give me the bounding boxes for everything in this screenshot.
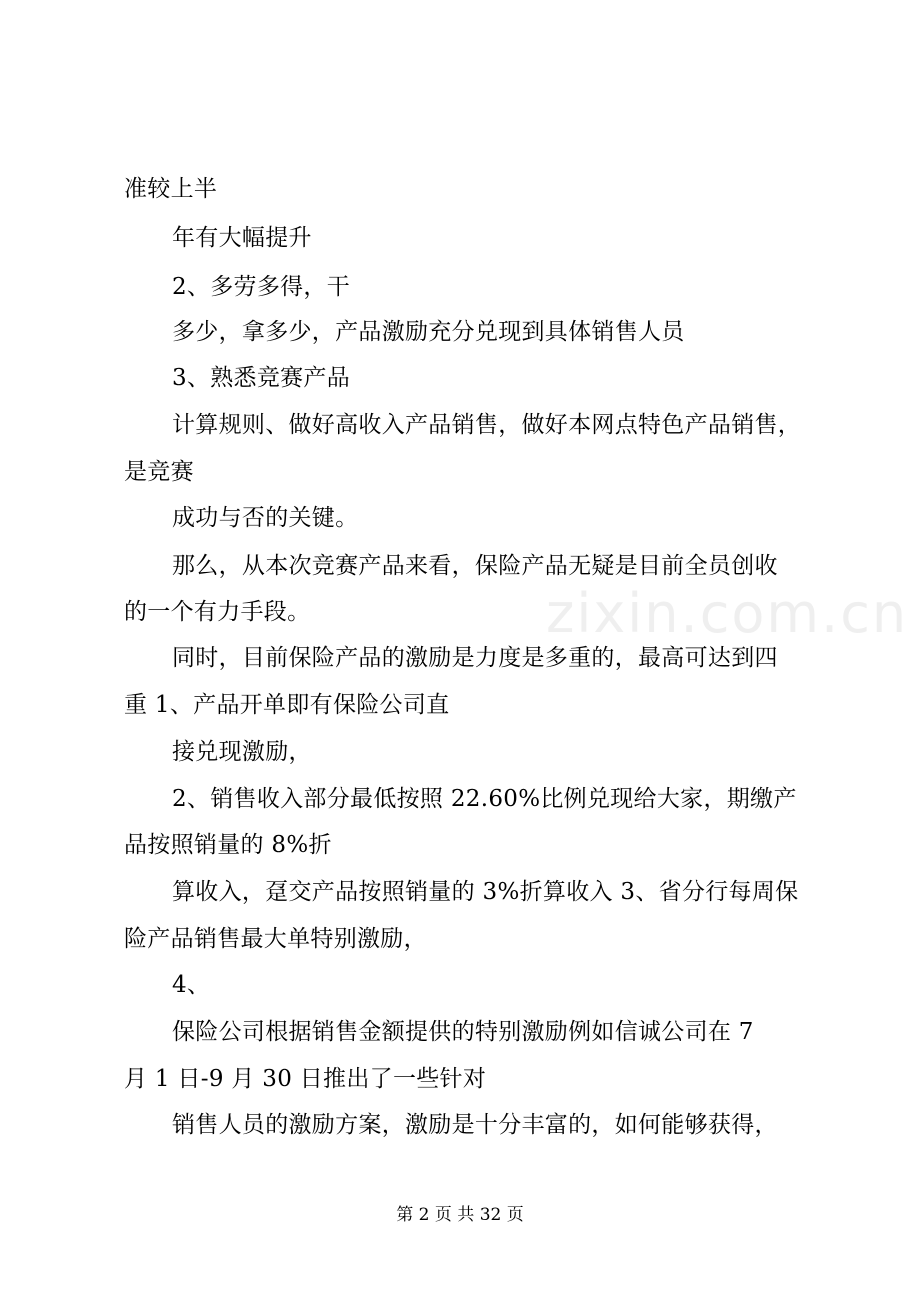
text-line: 保险公司根据销售金额提供的特别激励例如信诚公司在 7 [172,1019,754,1045]
text-line: 2、多劳多得，干 [172,274,351,300]
text-line: 年有大幅提升 [172,225,312,251]
text-line: 成功与否的关键。 [172,505,359,531]
page-footer: 第 2 页 共 32 页 [396,1205,524,1225]
text-line: 准较上半 [124,176,218,202]
text-line: 那么，从本次竞赛产品来看，保险产品无疑是目前全员创收 [172,553,778,579]
text-line: 同时，目前保险产品的激励是力度是多重的，最高可达到四 [172,645,778,671]
text-line: 销售人员的激励方案，激励是十分丰富的，如何能够获得， [172,1112,778,1138]
text-line: 计算规则、做好高收入产品销售，做好本网点特色产品销售， [172,412,802,438]
text-line: 的一个有力手段。 [124,599,311,625]
text-line: 重 1、产品开单即有保险公司直 [124,692,450,718]
text-line: 多少，拿多少，产品激励充分兑现到具体销售人员 [172,319,685,345]
text-line: 品按照销量的 8%折 [124,832,332,858]
text-line: 算收入，趸交产品按照销量的 3%折算收入 3、省分行每周保 [172,879,799,905]
text-line: 是竞赛 [124,459,194,485]
watermark: zixin.com.cn [546,582,909,645]
text-line: 月 1 日-9 月 30 日推出了一些针对 [124,1066,487,1092]
text-line: 4、 [172,972,211,998]
text-line: 接兑现激励， [172,739,312,765]
text-line: 险产品销售最大单特别激励， [124,926,427,952]
text-line: 2、销售收入部分最低按照 22.60%比例兑现给大家，期缴产 [172,786,797,812]
text-line: 3、熟悉竞赛产品 [172,365,351,391]
